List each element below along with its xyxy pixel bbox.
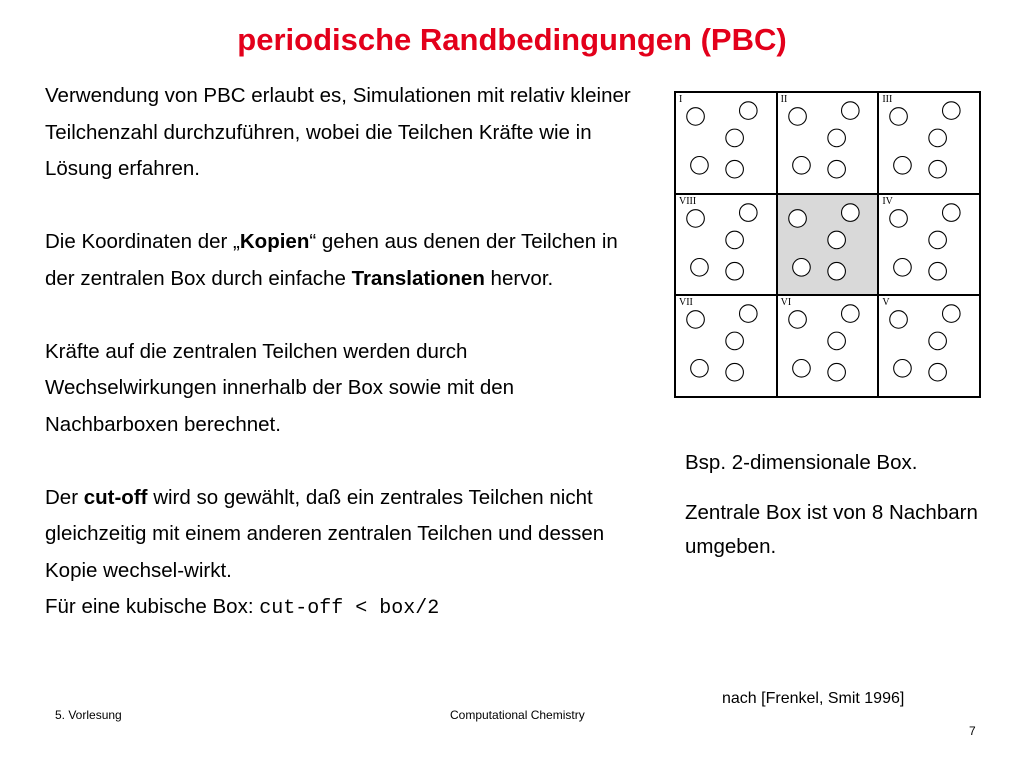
bold-cut-off: cut-off xyxy=(83,485,148,509)
text-segment: “ gehen aus denen der Teilchen in der zentralen Box durch einfache xyxy=(45,230,618,290)
image-box xyxy=(777,295,879,397)
particle xyxy=(827,364,845,382)
text-segment: Die Koordinaten der „ xyxy=(45,230,240,253)
particle xyxy=(687,108,705,126)
text-segment: hervor. xyxy=(484,266,554,290)
particle xyxy=(890,209,908,227)
page-number: 7 xyxy=(969,724,976,738)
particle xyxy=(929,332,947,350)
particle xyxy=(726,262,744,280)
particle xyxy=(691,157,709,175)
particle xyxy=(726,160,744,178)
particle xyxy=(943,203,961,221)
box-label: III xyxy=(882,94,893,105)
particle xyxy=(894,360,912,378)
particle xyxy=(740,203,758,221)
particle xyxy=(929,160,947,178)
particle xyxy=(943,305,961,323)
particle xyxy=(687,311,705,329)
particle xyxy=(943,102,961,120)
particle xyxy=(929,129,947,147)
caption-line-2: Zentrale Box ist von 8 Nachbarn umgeben. xyxy=(685,501,978,558)
particle xyxy=(792,157,810,175)
particle xyxy=(726,129,744,147)
particles xyxy=(778,296,878,396)
particles xyxy=(879,93,979,193)
box-label: IV xyxy=(882,195,893,207)
central-box xyxy=(777,194,879,296)
box-label: VI xyxy=(780,297,792,309)
footer-lecture: 5. Vorlesung xyxy=(55,708,122,722)
particle xyxy=(691,360,709,378)
image-box xyxy=(878,295,980,397)
particle xyxy=(841,305,859,323)
particle xyxy=(841,203,859,221)
particle xyxy=(740,305,758,323)
bold-translationen: Translationen xyxy=(351,266,485,290)
paragraph-cutoff xyxy=(45,480,635,590)
box-label: II xyxy=(780,94,788,105)
image-box xyxy=(878,194,980,296)
box-label: I xyxy=(679,94,683,105)
box-label: V xyxy=(882,297,890,309)
particle xyxy=(691,258,709,276)
particle xyxy=(792,360,810,378)
particle xyxy=(929,364,947,382)
diagram-caption xyxy=(685,446,1005,580)
particle xyxy=(827,160,845,178)
code-formula: cut-off < box/2 xyxy=(259,597,440,620)
particle xyxy=(929,262,947,280)
image-box xyxy=(878,92,980,194)
box-label: VIII xyxy=(679,195,697,207)
particle xyxy=(894,157,912,175)
image-box xyxy=(675,194,777,296)
particle xyxy=(841,102,859,120)
particle xyxy=(827,231,845,249)
bold-kopien: Kopien xyxy=(239,230,310,253)
particles xyxy=(879,195,979,295)
particle xyxy=(788,209,806,227)
particle xyxy=(827,262,845,280)
particle xyxy=(687,209,705,227)
particle xyxy=(788,108,806,126)
paragraph-pbc-usage: Verwendung von PBC erlaubt es, Simulationen mit relativ kleiner Teilchenzahl durchzuführen, wobei die Teilchen Kräfte wie in Lösung erfahren. xyxy=(45,84,631,180)
text-segment: wird so gewählt, daß ein zentrales Teilchen nicht gleichzeitig mit einem anderen zentralen Teilchen und dessen Kopie wechsel-wirkt. xyxy=(45,485,605,582)
footer-course: Computational Chemistry xyxy=(450,708,585,722)
paragraph-forces: Kräfte auf die zentralen Teilchen werden durch Wechselwirkungen innerhalb der Box sowie mit den Nachbarboxen berechnet. xyxy=(45,339,515,436)
source-citation: nach [Frenkel, Smit 1996] xyxy=(722,690,905,707)
particle xyxy=(726,231,744,249)
particle xyxy=(894,258,912,276)
particles xyxy=(778,93,878,193)
particles xyxy=(676,93,776,193)
particles xyxy=(676,296,776,396)
particle xyxy=(890,108,908,126)
particles xyxy=(778,195,878,295)
paragraph-cubic-box xyxy=(45,589,635,628)
pbc-diagram xyxy=(674,91,981,398)
particle xyxy=(740,102,758,120)
particle xyxy=(827,332,845,350)
particles xyxy=(676,195,776,295)
particle xyxy=(788,311,806,329)
image-box xyxy=(675,295,777,397)
particle xyxy=(929,231,947,249)
particle xyxy=(792,258,810,276)
particle xyxy=(890,311,908,329)
text-segment: Für eine kubische Box: xyxy=(45,595,260,618)
caption-line-1: Bsp. 2-dimensionale Box. xyxy=(685,451,918,474)
particle xyxy=(827,129,845,147)
box-label: VII xyxy=(679,297,693,309)
main-text xyxy=(45,78,635,628)
paragraph-copies xyxy=(45,224,635,297)
particle xyxy=(726,364,744,382)
image-box xyxy=(777,92,879,194)
slide-title: periodische Randbedingungen (PBC) xyxy=(237,22,787,57)
particles xyxy=(879,296,979,396)
text-segment: Der xyxy=(45,485,84,509)
image-box xyxy=(675,92,777,194)
particle xyxy=(726,332,744,350)
